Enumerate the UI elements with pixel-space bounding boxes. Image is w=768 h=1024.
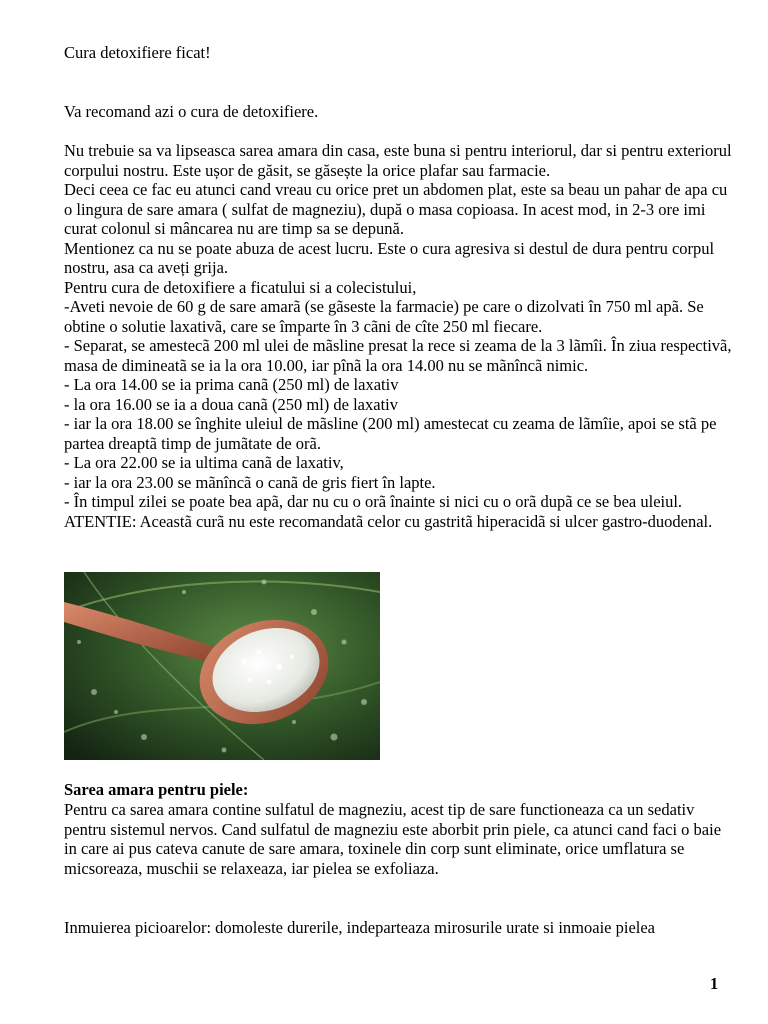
paragraph: - iar la ora 18.00 se înghite uleiul de mãsline (200 ml) amestecat cu zeama de lãmîie, apoi se stã pe partea dreaptã timp de jumãtate de orã. — [64, 414, 717, 453]
salt-spoon-photo — [64, 572, 380, 760]
paragraph: Nu trebuie sa va lipseasca sarea amara din casa, este buna si pentru interiorul, dar si pentru exteriorul corpului nostru. Este ușor de găsit, se găsește la orice plafar sau farmacie. — [64, 141, 732, 180]
section-text: Pentru ca sarea amara contine sulfatul de magneziu, acest tip de sare functioneaza ca un sedativ pentru sistemul nervos. Cand sulfatul de magneziu este aborbit prin piele, ca atunci cand faci o baie in care ai pus cateva canute de sare amara, toxinele din corp sunt eliminate, orice umflatura se micsoreaza, muschii se relaxeaza, iar pielea se exfoliaza. — [64, 800, 722, 878]
warning-paragraph: ATENTIE: Aceastã curã nu este recomandatã celor cu gastritã hiperacidã si ulcer gastro-duodenal. — [64, 511, 713, 531]
paragraph: Pentru cura de detoxifiere a ficatului si a colecistului, — [64, 277, 417, 297]
paragraph: - În timpul zilei se poate bea apã, dar nu cu o orã înainte si nici cu o orã dupã ce se bea uleiul. — [64, 492, 683, 511]
intro-line: Va recomand azi o cura de detoxifiere. — [64, 102, 319, 121]
paragraph: Deci ceea ce fac eu atunci cand vreau cu orice pret un abdomen plat, este sa beau un pahar de apa cu o lingura de sare amara ( sulfat de magneziu), după o masa copioasa. In acest mod, in 2-3 ore imi curat colonul si mâncarea nu are timp sa se depună. — [64, 180, 728, 238]
paragraph: -Aveti nevoie de 60 g de sare amarã (se gãseste la farmacie) pe care o dizolvati în 750 ml apã. Se obtine o solutie laxativã, care se împarte în 3 cãni de cîte 250 ml fiecare. — [64, 297, 704, 336]
paragraph: - La ora 14.00 se ia prima canã (250 ml) de laxativ — [64, 375, 399, 394]
section-heading: Sarea amara pentru piele: — [64, 780, 249, 799]
body-text — [64, 141, 736, 531]
page-number: 1 — [710, 974, 719, 993]
paragraph: - la ora 16.00 se ia a doua canã (250 ml) de laxativ — [64, 394, 398, 414]
footer-line: Inmuierea picioarelor: domoleste durerile, indeparteaza mirosurile urate si inmoaie pielea — [64, 918, 655, 937]
paragraph: - La ora 22.00 se ia ultima canã de laxativ, — [64, 453, 344, 472]
paragraph: Mentionez ca nu se poate abuza de acest lucru. Este o cura agresiva si destul de dura pentru corpul nostru, asa ca aveți grija. — [64, 238, 715, 277]
paragraph: - iar la ora 23.00 se mãnîncã o canã de gris fiert în lapte. — [64, 472, 436, 492]
paragraph: - Separat, se amestecã 200 ml ulei de mãsline presat la rece si zeama de la 3 lãmîi. În ziua respectivã, masa de dimineatã se ia la ora 10.00, iar pînã la ora 14.00 nu se mãnîncã nimic. — [64, 336, 732, 375]
document-title: Cura detoxifiere ficat! — [64, 43, 211, 62]
